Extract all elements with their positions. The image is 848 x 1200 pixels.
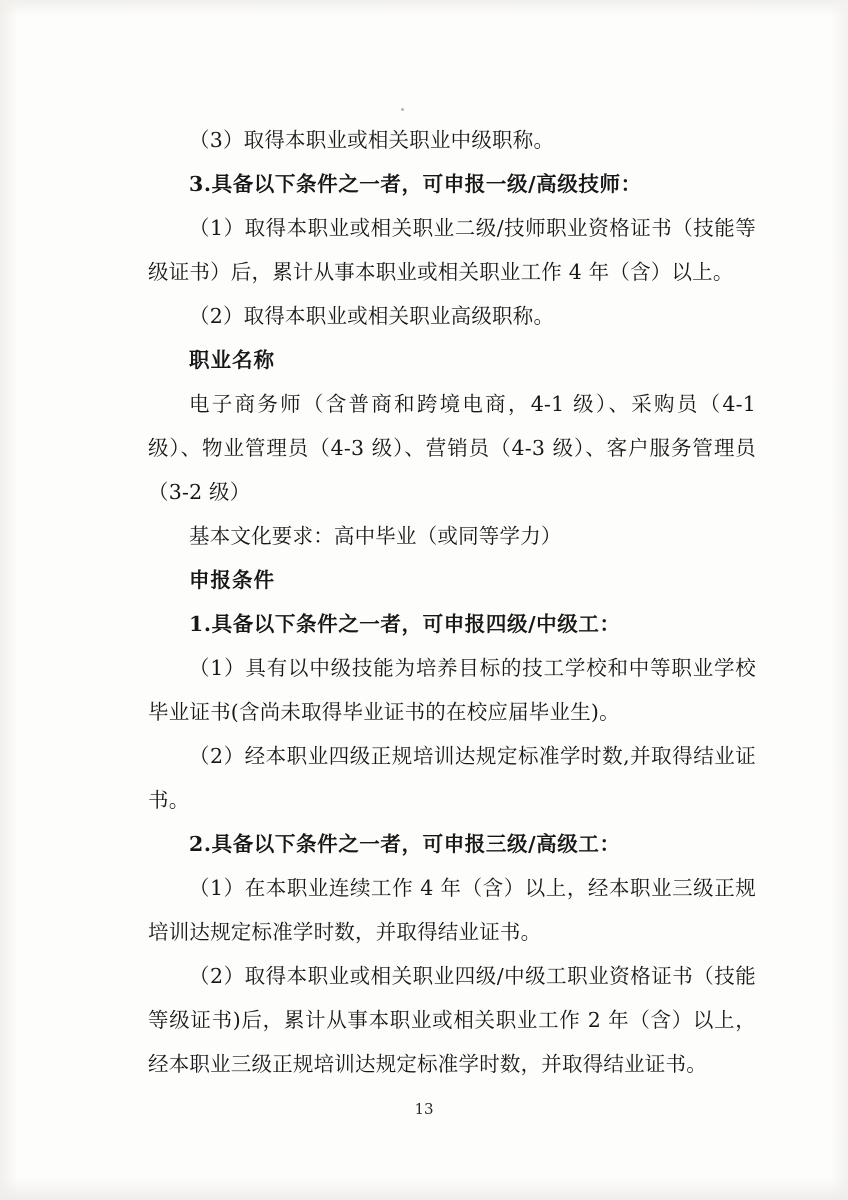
document-text-body — [148, 118, 756, 1086]
page-edge-bottom — [0, 1178, 848, 1200]
scan-speck — [401, 108, 404, 111]
paragraph-criteria-3-item-3: （3）取得本职业或相关职业中级职称。 — [189, 128, 555, 152]
paragraph-level4-item-2: （2）经本职业四级正规培训达规定标准学时数,并取得结业证书。 — [148, 744, 756, 812]
page-edge-top — [0, 0, 848, 16]
section-heading-occupation-name: 职业名称 — [189, 348, 275, 372]
paragraph-level3-item-1: （1）在本职业连续工作 4 年（含）以上，经本职业三级正规培训达规定标准学时数，并取得结业证书。 — [148, 876, 756, 944]
heading-level1-senior-technician: 3.具备以下条件之一者，可申报一级/高级技师： — [189, 172, 642, 196]
paragraph-occupation-list: 电子商务师（含普商和跨境电商，4-1 级）、采购员（4-1 级）、物业管理员（4-3 级）、营销员（4-3 级）、客户服务管理员（3-2 级） — [148, 392, 756, 504]
heading-level4-intermediate-worker: 1.具备以下条件之一者，可申报四级/中级工： — [189, 612, 621, 636]
heading-level3-senior-worker: 2.具备以下条件之一者，可申报三级/高级工： — [189, 832, 621, 856]
paragraph-level1-item-2: （2）取得本职业或相关职业高级职称。 — [189, 304, 555, 328]
page-number: 13 — [414, 1100, 434, 1118]
paragraph-education-requirement: 基本文化要求：高中毕业（或同等学力） — [189, 524, 562, 548]
paragraph-level3-item-2: （2）取得本职业或相关职业四级/中级工职业资格证书（技能等级证书)后，累计从事本职业或相关职业工作 2 年（含）以上，经本职业三级正规培训达规定标准学时数，并取得结业证书。 — [148, 964, 756, 1076]
section-heading-application-terms: 申报条件 — [189, 568, 275, 592]
paragraph-level1-item-1: （1）取得本职业或相关职业二级/技师职业资格证书（技能等级证书）后，累计从事本职业或相关职业工作 4 年（含）以上。 — [148, 216, 756, 284]
paragraph-level4-item-1: （1）具有以中级技能为培养目标的技工学校和中等职业学校毕业证书(含尚未取得毕业证书的在校应届毕业生)。 — [148, 656, 756, 724]
page-edge-left — [0, 0, 18, 1200]
page-edge-right — [830, 0, 848, 1200]
